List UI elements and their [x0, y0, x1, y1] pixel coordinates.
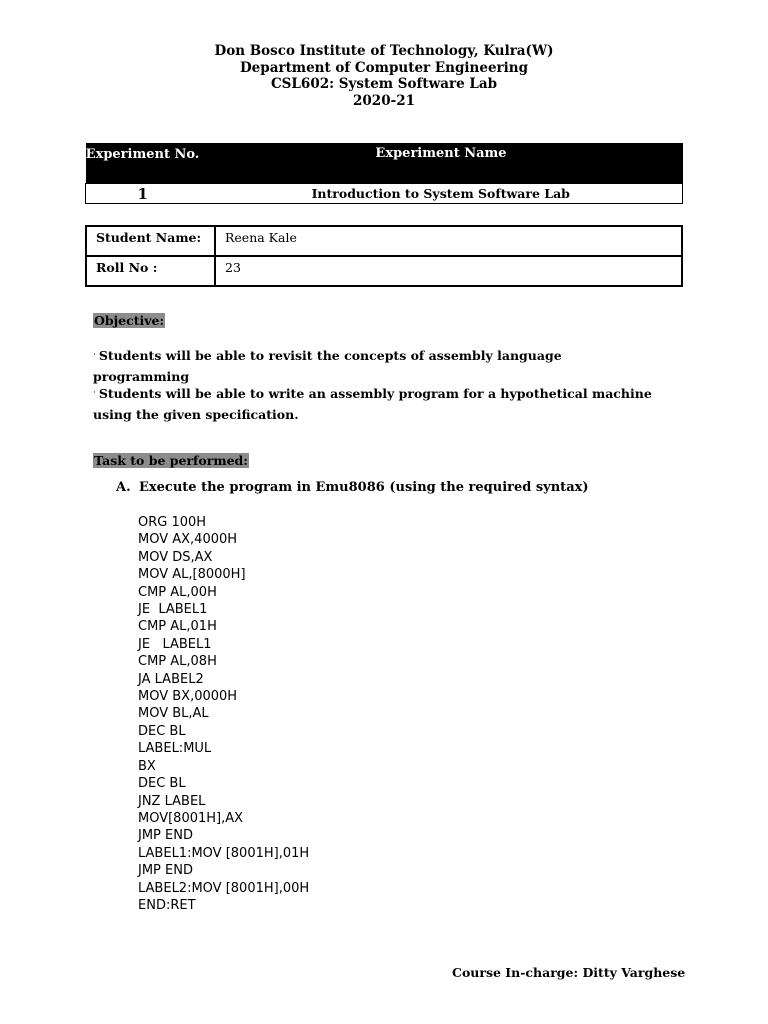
code-line: LABEL1:MOV [8001H],01H	[138, 845, 310, 861]
objective-item	[93, 345, 653, 387]
task-label: Task to be performed:	[94, 453, 248, 468]
code-line: CMP AL,01H	[138, 619, 217, 635]
code-line: JE LABEL1	[138, 636, 212, 652]
academic-year: 2020-21	[353, 92, 415, 109]
bullet-icon: ·	[93, 350, 96, 360]
roll-no-value: 23	[215, 256, 682, 286]
code-line: CMP AL,00H	[138, 584, 217, 600]
task-item	[116, 480, 589, 495]
code-line: MOV DS,AX	[138, 549, 213, 565]
document-header	[0, 43, 768, 109]
code-line: BX	[138, 758, 156, 774]
code-line: DEC BL	[138, 723, 186, 739]
experiment-number: 1	[86, 184, 200, 204]
bullet-icon: ·	[93, 388, 96, 398]
code-line: MOV AX,4000H	[138, 532, 238, 548]
experiment-title: Introduction to System Software Lab	[200, 184, 683, 204]
experiment-name-header: Experiment Name	[200, 143, 683, 184]
code-line: JE LABEL1	[138, 602, 208, 618]
assembly-code-block	[138, 514, 309, 914]
code-line: JNZ LABEL	[138, 793, 206, 809]
code-line: JMP END	[138, 828, 193, 844]
student-info-table	[85, 225, 683, 287]
code-line: END:RET	[138, 897, 196, 913]
code-line: LABEL:MUL	[138, 741, 212, 757]
institute-name: Don Bosco Institute of Technology, Kulra(W)	[214, 43, 554, 59]
roll-no-label: Roll No :	[86, 256, 215, 286]
objective-item-text: Students will be able to write an assembly program for a hypothetical machine using the given specification.	[93, 386, 652, 422]
objective-item	[93, 383, 653, 425]
student-name-label: Student Name:	[86, 226, 215, 256]
code-line: MOV BX,0000H	[138, 689, 238, 705]
task-item-marker: A.	[116, 480, 131, 495]
task-item-text: Execute the program in Emu8086 (using the required syntax)	[139, 480, 589, 495]
experiment-no-header: Experiment No.	[86, 143, 200, 184]
code-line: LABEL2:MOV [8001H],00H	[138, 880, 310, 896]
code-line: JMP END	[138, 863, 193, 879]
code-line: DEC BL	[138, 776, 186, 792]
objective-item-text: Students will be able to revisit the concepts of assembly language programming	[93, 348, 562, 384]
department-name: Department of Computer Engineering	[239, 59, 529, 76]
course-name: CSL602: System Software Lab	[270, 76, 498, 92]
experiment-table	[85, 143, 683, 204]
course-incharge: Course In-charge: Ditty Varghese	[452, 965, 686, 980]
student-name-value: Reena Kale	[215, 226, 682, 256]
code-line: MOV BL,AL	[138, 706, 209, 722]
code-line: MOV[8001H],AX	[138, 810, 244, 826]
objective-label: Objective:	[94, 313, 165, 328]
code-line: CMP AL,08H	[138, 654, 217, 670]
code-line: MOV AL,[8000H]	[138, 567, 246, 583]
code-line: JA LABEL2	[138, 671, 204, 687]
code-line: ORG 100H	[138, 515, 207, 530]
